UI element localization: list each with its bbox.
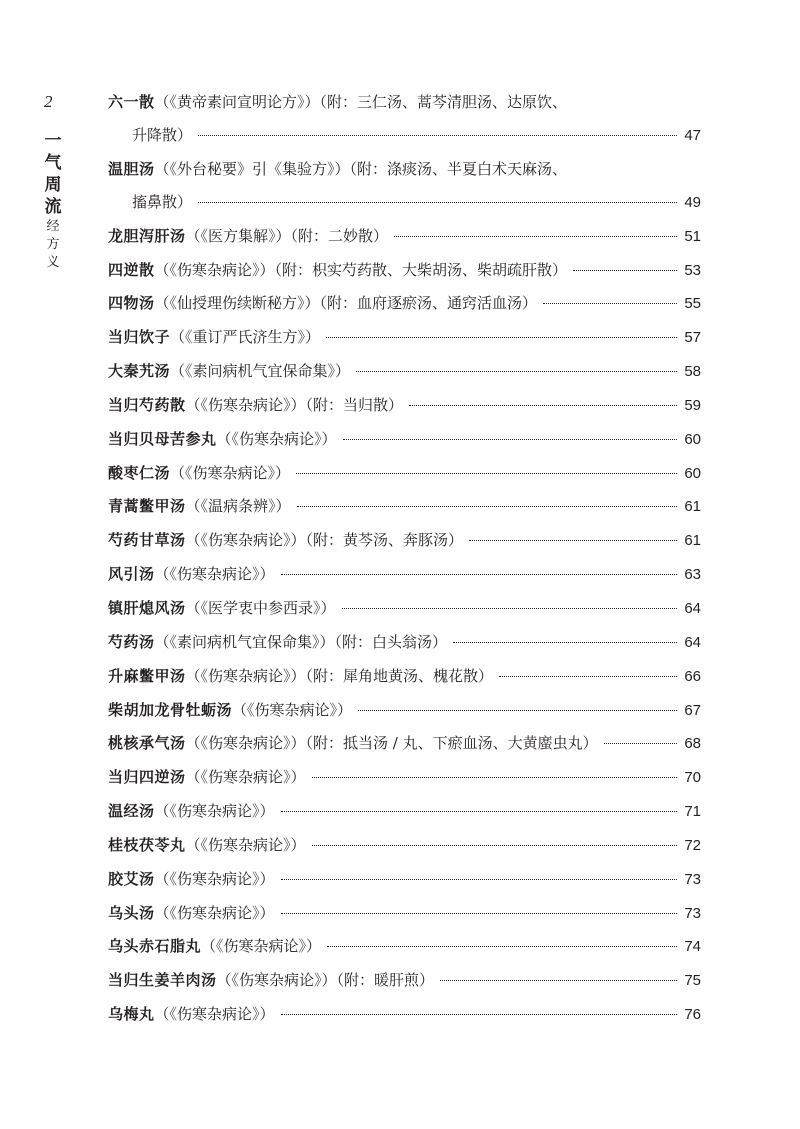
toc-entry-title: 青蒿鳖甲汤 <box>108 497 186 516</box>
toc-entry-line <box>108 632 701 653</box>
toc-entry-line <box>108 192 701 213</box>
dot-leader <box>469 540 677 541</box>
toc-entry-title: 乌头汤 <box>108 903 155 922</box>
toc-entry-source: （《伤寒杂病论》） <box>154 869 275 888</box>
toc-entry[interactable] <box>108 564 701 585</box>
toc-entry-page: 59 <box>684 396 701 414</box>
toc-entry[interactable] <box>108 530 701 551</box>
dot-leader <box>356 371 677 372</box>
toc-entry-page: 74 <box>684 938 701 956</box>
toc-entry-title: 镇肝熄风汤 <box>108 598 186 617</box>
toc-entry-line <box>108 970 701 991</box>
toc-entry[interactable] <box>108 903 701 924</box>
dot-leader <box>604 743 677 744</box>
toc-entry-title: 桃核承气汤 <box>108 734 186 753</box>
toc-entry-source: （《素问病机气宜保命集》）（附：白头翁汤） <box>154 632 448 651</box>
toc-entry-title: 温胆汤 <box>108 159 155 178</box>
toc-entry-line <box>108 463 701 484</box>
toc-entry-line <box>108 327 701 348</box>
toc-entry-title: 四物汤 <box>108 294 155 313</box>
toc-entry[interactable] <box>108 936 701 957</box>
toc-entry-line <box>108 801 701 822</box>
toc-entry-source: （《伤寒杂病论》） <box>216 429 337 448</box>
dot-leader <box>281 574 677 575</box>
toc-entry-title: 柴胡加龙骨牡蛎汤 <box>108 700 233 719</box>
dot-leader <box>296 473 677 474</box>
dot-leader <box>453 642 677 643</box>
toc-entry-line <box>108 361 701 382</box>
toc-entry-title: 当归芍药散 <box>108 395 186 414</box>
toc-entry-title: 当归生姜羊肉汤 <box>108 971 217 990</box>
toc-entry-source: （《伤寒杂病论》） <box>170 463 291 482</box>
toc-entry-line <box>108 936 701 957</box>
toc-entry-page: 72 <box>684 836 701 854</box>
toc-entry-source: （《伤寒杂病论》） <box>232 700 353 719</box>
toc-entry-title: 乌梅丸 <box>108 1005 155 1024</box>
toc-entry-line <box>108 903 701 924</box>
toc-entry-page: 76 <box>684 1006 701 1024</box>
toc-entry-source: （《仙授理伤续断秘方》）（附：血府逐瘀汤、通窍活血汤） <box>154 294 538 313</box>
toc-entry-title: 四逆散 <box>108 260 155 279</box>
toc-entry-source: （《伤寒杂病论》） <box>154 802 275 821</box>
toc-entry-page: 73 <box>684 904 701 922</box>
toc-entry-title: 芍药汤 <box>108 632 155 651</box>
dot-leader <box>409 405 677 406</box>
toc-entry-line <box>108 530 701 551</box>
running-head-char: 周 <box>44 175 62 195</box>
dot-leader <box>198 202 677 203</box>
toc-entry-source: （《伤寒杂病论》）（附：犀角地黄汤、槐花散） <box>185 666 494 685</box>
toc-entry[interactable] <box>108 632 701 653</box>
toc-entry-line <box>108 666 701 687</box>
toc-entry-line <box>108 125 701 146</box>
dot-leader <box>358 710 677 711</box>
toc-entry[interactable] <box>108 361 701 382</box>
toc-entry-page: 64 <box>684 599 701 617</box>
toc-entry-line <box>108 835 701 856</box>
toc-entry-line <box>108 767 701 788</box>
toc-entry[interactable] <box>108 327 701 348</box>
running-head-sub-char: 义 <box>46 255 60 270</box>
toc-entry[interactable] <box>108 869 701 890</box>
toc-entry-page: 60 <box>684 464 701 482</box>
toc-entry-title: 温经汤 <box>108 802 155 821</box>
toc-entry-title: 当归贝母苦参丸 <box>108 429 217 448</box>
toc-entry-line <box>108 1004 701 1025</box>
toc-entry[interactable] <box>108 260 701 281</box>
toc-entry[interactable] <box>108 429 701 450</box>
toc-entry-source: （《重订严氏济生方》） <box>170 328 321 347</box>
toc-entry[interactable] <box>108 226 701 247</box>
toc-entry[interactable] <box>108 293 701 314</box>
running-head <box>42 130 64 272</box>
dot-leader <box>281 1014 677 1015</box>
toc-entry[interactable] <box>108 496 701 517</box>
toc-entry-title: 龙胆泻肝汤 <box>108 226 186 245</box>
dot-leader <box>281 811 677 812</box>
toc-entry-source: （《伤寒杂病论》）（附：当归散） <box>185 395 404 414</box>
toc-entry-line <box>108 733 701 754</box>
toc-entry-source: （《伤寒杂病论》） <box>154 565 275 584</box>
running-head-char: 流 <box>44 197 62 217</box>
toc-entry-line <box>108 869 701 890</box>
toc-entry-page: 61 <box>684 498 701 516</box>
toc-entry[interactable] <box>108 598 701 619</box>
toc-entry-source: （《伤寒杂病论》）（附：枳实芍药散、大柴胡汤、柴胡疏肝散） <box>154 260 568 279</box>
toc-entry-line <box>108 260 701 281</box>
toc-entry-title: 当归四逆汤 <box>108 768 186 787</box>
dot-leader <box>312 777 677 778</box>
toc-entry-page: 58 <box>684 363 701 381</box>
dot-leader <box>543 303 677 304</box>
toc-entry-page: 71 <box>684 803 701 821</box>
toc-entry[interactable] <box>108 463 701 484</box>
toc-entry-source: （《医方集解》）（附：二妙散） <box>185 226 389 245</box>
toc-entry-page: 68 <box>684 735 701 753</box>
toc-entry-source-continued: 升降散） <box>132 126 193 144</box>
page-number: 2 <box>44 92 53 111</box>
toc-entry[interactable] <box>108 159 701 213</box>
toc-entry-page: 75 <box>684 972 701 990</box>
dot-leader <box>198 135 677 136</box>
toc-entry-title: 升麻鳖甲汤 <box>108 666 186 685</box>
dot-leader <box>281 913 677 914</box>
toc-entry-source-continued: 搐鼻散） <box>132 192 193 211</box>
toc-entry[interactable] <box>108 801 701 822</box>
toc-entry-page: 55 <box>684 295 701 313</box>
toc-entry-page: 64 <box>684 633 701 651</box>
toc-entry[interactable] <box>108 970 701 991</box>
running-head-char: 一 <box>44 131 62 151</box>
toc-entry-title: 风引汤 <box>108 565 155 584</box>
toc-entry-source: （《伤寒杂病论》） <box>154 1005 275 1024</box>
toc-entry-source: （《医学衷中参西录》） <box>185 598 336 617</box>
toc-entry[interactable] <box>108 92 701 146</box>
toc-entry-line <box>108 159 701 179</box>
toc-entry-page: 57 <box>684 329 701 347</box>
dot-leader <box>297 506 677 507</box>
table-of-contents <box>108 92 701 1038</box>
toc-entry[interactable] <box>108 395 701 416</box>
toc-entry-page: 67 <box>684 701 701 719</box>
toc-entry-title: 胶艾汤 <box>108 869 155 888</box>
toc-entry-line <box>108 564 701 585</box>
toc-entry-line <box>108 395 701 416</box>
toc-entry[interactable] <box>108 767 701 788</box>
toc-entry-page: 53 <box>684 261 701 279</box>
toc-entry-line <box>108 700 701 721</box>
toc-entry[interactable] <box>108 700 701 721</box>
dot-leader <box>327 946 677 947</box>
running-head-char: 气 <box>44 153 62 173</box>
toc-entry-page: 60 <box>684 430 701 448</box>
toc-entry-source: （《伤寒杂病论》）（附：抵当汤 / 丸、下瘀血汤、大黄䗪虫丸） <box>185 734 598 753</box>
toc-entry-line <box>108 293 701 314</box>
toc-entry-line <box>108 598 701 619</box>
toc-entry-page: 70 <box>684 769 701 787</box>
dot-leader <box>281 879 677 880</box>
toc-entry-source: （《伤寒杂病论》） <box>154 903 275 922</box>
toc-entry-title: 酸枣仁汤 <box>108 463 171 482</box>
toc-entry-title: 大秦艽汤 <box>108 362 171 381</box>
toc-entry-line <box>108 92 701 112</box>
toc-entry[interactable] <box>108 1004 701 1025</box>
toc-entry-page: 66 <box>684 667 701 685</box>
toc-entry-page: 47 <box>684 127 701 144</box>
dot-leader <box>499 676 677 677</box>
dot-leader <box>343 439 677 440</box>
toc-entry-page: 49 <box>684 193 701 211</box>
toc-entry-line <box>108 496 701 517</box>
toc-entry-source: （《伤寒杂病论》） <box>201 937 322 956</box>
dot-leader <box>326 337 677 338</box>
running-head-sub-char: 方 <box>46 237 60 252</box>
dot-leader <box>573 270 677 271</box>
toc-entry-page: 73 <box>684 870 701 888</box>
toc-entry[interactable] <box>108 733 701 754</box>
dot-leader <box>394 236 677 237</box>
dot-leader <box>440 980 677 981</box>
toc-entry-title: 桂枝茯苓丸 <box>108 835 186 854</box>
toc-entry-source: （《黄帝素问宣明论方》）（附：三仁汤、蒿芩清胆汤、达原饮、 <box>154 93 568 111</box>
toc-entry-page: 61 <box>684 532 701 550</box>
toc-entry[interactable] <box>108 835 701 856</box>
dot-leader <box>312 845 677 846</box>
toc-entry-source: （《伤寒杂病论》） <box>185 768 306 787</box>
toc-entry-source: （《伤寒杂病论》） <box>185 835 306 854</box>
dot-leader <box>342 608 677 609</box>
toc-entry-source: （《外台秘要》引《集验方》）（附：涤痰汤、半夏白术天麻汤、 <box>154 159 568 178</box>
toc-entry-page: 63 <box>684 566 701 584</box>
toc-entry-source: （《温病条辨》） <box>185 497 291 516</box>
toc-entry-title: 当归饮子 <box>108 328 171 347</box>
toc-entry-title: 乌头赤石脂丸 <box>108 937 202 956</box>
toc-entry-title: 芍药甘草汤 <box>108 531 186 550</box>
toc-entry-line <box>108 226 701 247</box>
toc-entry-title: 六一散 <box>108 93 155 111</box>
toc-entry-page: 51 <box>684 227 701 245</box>
toc-entry-source: （《素问病机气宜保命集》） <box>170 362 351 381</box>
running-head-sub-char: 经 <box>46 219 60 234</box>
toc-entry-line <box>108 429 701 450</box>
toc-entry[interactable] <box>108 666 701 687</box>
toc-entry-source: （《伤寒杂病论》）（附：黄芩汤、奔豚汤） <box>185 531 464 550</box>
toc-entry-source: （《伤寒杂病论》）（附：暖肝煎） <box>216 971 435 990</box>
